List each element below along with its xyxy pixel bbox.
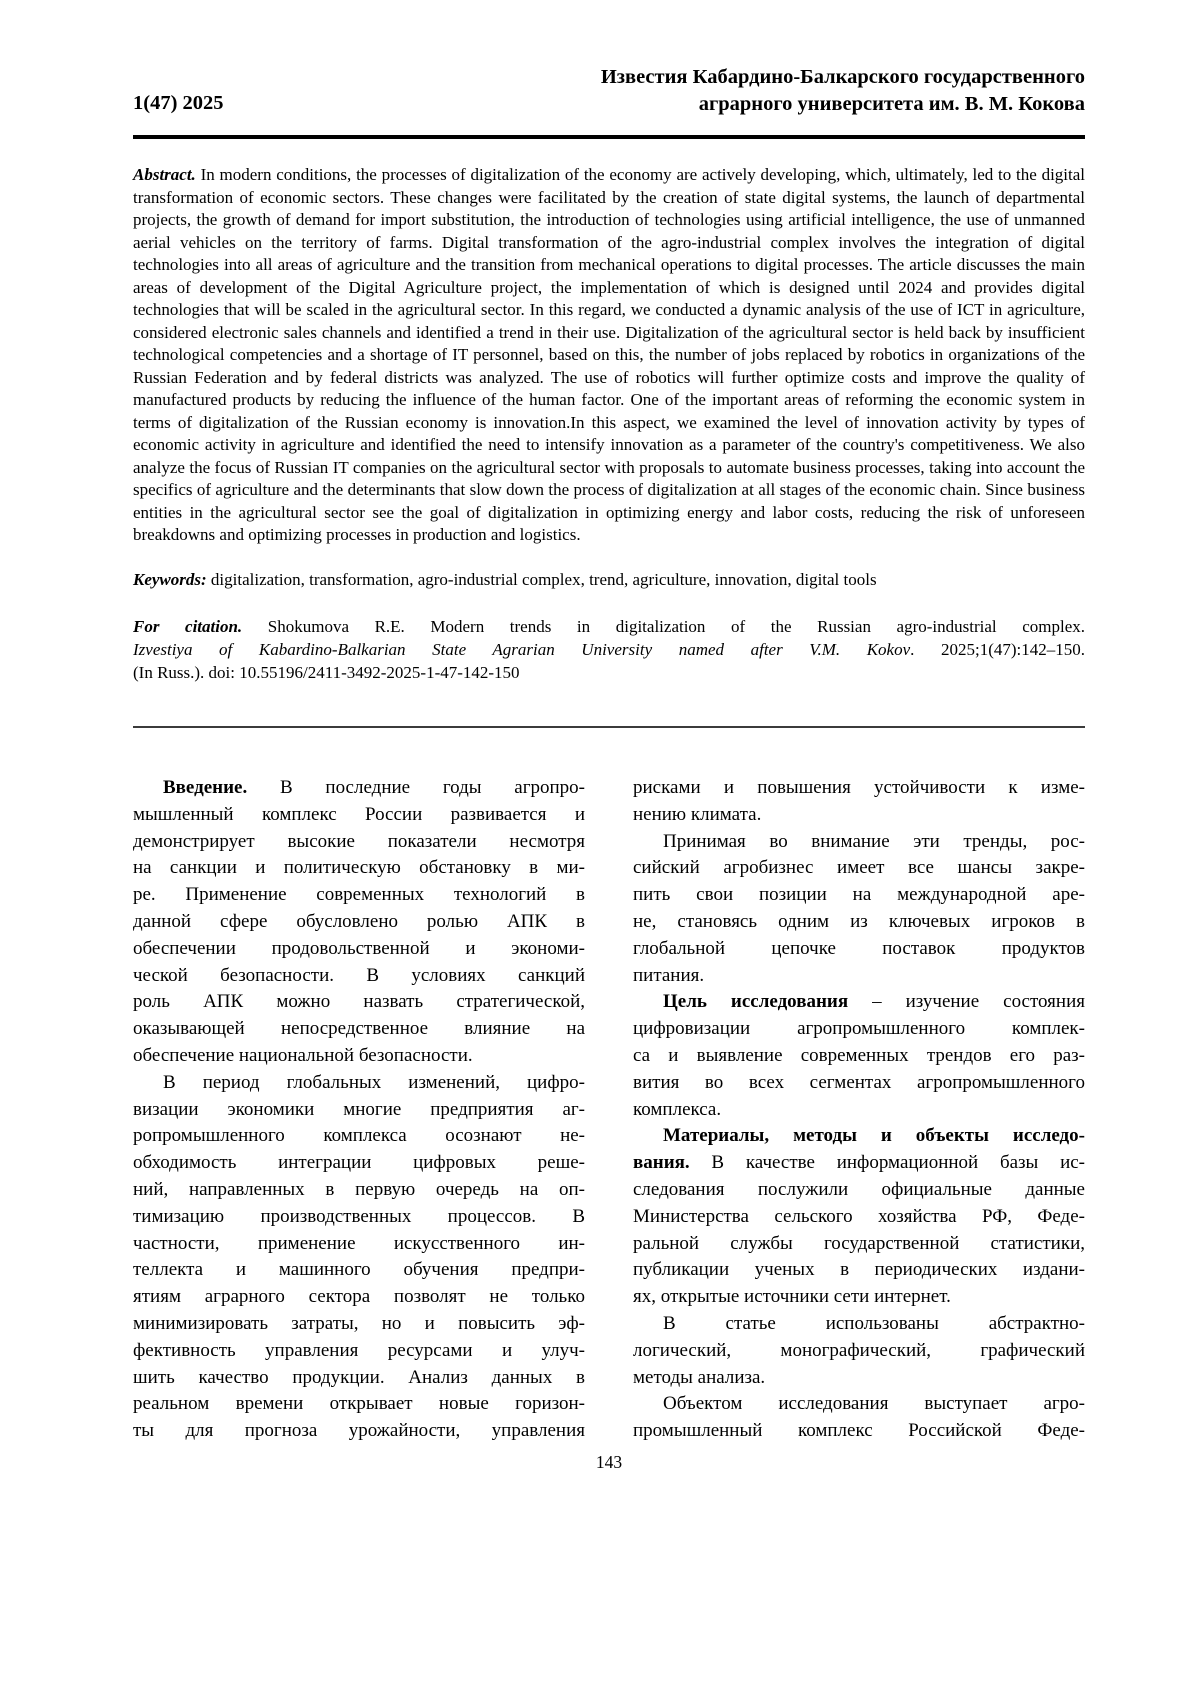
text-line: обходимость интеграции цифровых реше- bbox=[133, 1152, 585, 1174]
text-line: рисками и повышения устойчивости к изме- bbox=[633, 777, 1085, 798]
text-line: частности, применение искусственного ин- bbox=[133, 1232, 585, 1254]
text-line: на санкции и политическую обстановку в ми- bbox=[133, 857, 585, 879]
paragraph bbox=[133, 1070, 585, 1445]
text-line: логический, монографический, графический bbox=[633, 1339, 1085, 1361]
text-line: ты для прогноза урожайности, управления bbox=[133, 1420, 585, 1442]
text-line: обеспечение национальной безопасности. bbox=[133, 1044, 473, 1066]
text-line: пить свои позиции на международной аре- bbox=[633, 884, 1085, 906]
abstract-label: Abstract. bbox=[133, 165, 196, 184]
header-divider-rule bbox=[133, 135, 1085, 139]
text-line: реальном времени открывает новые горизон- bbox=[133, 1393, 585, 1415]
text-line: сийский агробизнес имеет все шансы закре- bbox=[633, 857, 1085, 879]
text-line: вития во всех сегментах агропромышленного bbox=[633, 1071, 1085, 1093]
journal-title-line2: аграрного университета им. В. М. Кокова bbox=[698, 93, 1085, 115]
keywords-paragraph bbox=[133, 569, 1085, 592]
text-line: Министерства сельского хозяйства РФ, Феде- bbox=[633, 1205, 1085, 1227]
paragraph bbox=[633, 1123, 1085, 1311]
text-line: са и выявление современных трендов его раз- bbox=[633, 1044, 1085, 1066]
section-divider-rule bbox=[133, 726, 1085, 728]
text-line: данной сфере обусловлено ролью АПК в bbox=[133, 910, 585, 932]
text-line: В период глобальных изменений, цифро- bbox=[163, 1071, 585, 1093]
issue-number: 1(47) 2025 bbox=[133, 92, 224, 114]
text-line: не, становясь одним из ключевых игроков в bbox=[633, 910, 1085, 932]
citation-block bbox=[133, 615, 1085, 684]
paragraph bbox=[133, 775, 585, 1070]
paragraph bbox=[633, 989, 1085, 1123]
text-line: публикации ученых в периодических издани- bbox=[633, 1259, 1085, 1281]
paragraph bbox=[633, 1391, 1085, 1445]
text-line: мышленный комплекс России развивается и bbox=[133, 803, 585, 825]
paragraph bbox=[633, 1311, 1085, 1391]
journal-title-line1: Известия Кабардино-Балкарского государственного bbox=[600, 66, 1085, 88]
text-line: тимизацию производственных процессов. В bbox=[133, 1205, 585, 1227]
text-line: ях, открытые источники сети интернет. bbox=[633, 1286, 951, 1308]
text-line: Цель исследования – изучение состояния bbox=[663, 991, 1085, 1013]
text-line: Объектом исследования выступает агро- bbox=[663, 1393, 1085, 1415]
text-line: ропромышленного комплекса осознают не- bbox=[133, 1125, 585, 1147]
text-line: демонстрирует высокие показатели несмотря bbox=[133, 830, 585, 852]
text-line: питания. bbox=[633, 964, 705, 986]
page-number: 143 bbox=[595, 1451, 623, 1472]
text-line: Введение. В последние годы агропро- bbox=[163, 777, 585, 798]
text-line: вания. В качестве информационной базы ис- bbox=[633, 1152, 1085, 1174]
text-line: Izvestiya of Kabardino-Balkarian State Agrarian University named after V.M. Kokov. 2025;1(47):142–150. bbox=[133, 640, 1085, 659]
page-header bbox=[133, 64, 1085, 118]
article-body bbox=[133, 775, 1085, 1445]
text-line: комплекса. bbox=[633, 1098, 722, 1120]
text-line: шить качество продукции. Анализ данных в bbox=[133, 1366, 585, 1388]
text-line: обеспечении продовольственной и экономи- bbox=[133, 937, 585, 959]
paragraph bbox=[633, 775, 1085, 829]
text-line: ре. Применение современных технологий в bbox=[133, 884, 585, 906]
text-line: промышленный комплекс Российской Феде- bbox=[633, 1420, 1085, 1442]
text-line: Принимая во внимание эти тренды, рос- bbox=[663, 830, 1085, 852]
text-line: Материалы, методы и объекты исследо- bbox=[663, 1125, 1085, 1147]
text-line: методы анализа. bbox=[633, 1366, 766, 1388]
text-line: теллекта и машинного обучения предпри- bbox=[133, 1259, 585, 1281]
text-line: нению климата. bbox=[633, 803, 762, 825]
text-line: минимизировать затраты, но и повысить эф- bbox=[133, 1312, 585, 1334]
text-line: ятиям аграрного сектора позволят не только bbox=[133, 1286, 585, 1308]
text-line: В статье использованы абстрактно- bbox=[663, 1312, 1085, 1334]
keywords-label: Keywords: bbox=[133, 569, 207, 589]
text-line: (In Russ.). doi: 10.55196/2411-3492-2025-1-47-142-150 bbox=[133, 663, 520, 682]
text-line: визации экономики многие предприятия аг- bbox=[133, 1098, 585, 1120]
text-line: оказывающей непосредственное влияние на bbox=[133, 1018, 585, 1040]
text-line: ний, направленных в первую очередь на оп- bbox=[133, 1178, 585, 1200]
text-line: роль АПК можно назвать стратегической, bbox=[133, 991, 585, 1013]
journal-title bbox=[601, 64, 1085, 118]
body-column-left bbox=[133, 775, 585, 1445]
text-line: For citation. Shokumova R.E. Modern trends in digitalization of the Russian agro-industrial complex. bbox=[133, 617, 1085, 636]
abstract-paragraph bbox=[133, 164, 1085, 547]
text-line: глобальной цепочке поставок продуктов bbox=[633, 937, 1085, 959]
paragraph bbox=[633, 829, 1085, 990]
text-line: ральной службы государственной статистики, bbox=[633, 1232, 1085, 1254]
text-line: ческой безопасности. В условиях санкций bbox=[133, 964, 585, 986]
keywords-text: digitalization, transformation, agro-industrial complex, trend, agriculture, innovation, digital tools bbox=[210, 569, 877, 589]
text-line: следования послужили официальные данные bbox=[633, 1178, 1085, 1200]
body-column-right bbox=[633, 775, 1085, 1445]
text-line: фективность управления ресурсами и улуч- bbox=[133, 1339, 585, 1361]
text-line: цифровизации агропромышленного комплек- bbox=[633, 1018, 1085, 1040]
paragraph bbox=[133, 615, 1085, 684]
abstract-text: In modern conditions, the processes of digitalization of the economy are actively developing, which, ultimately, led to the digital transformation of economic sectors. These changes were facilitated by the creation of state digital systems, the launch of departmental projects, the growth of demand for import substitution, the introduction of technologies using artificial intelligence, the use of unmanned aerial vehicles on the territory of farms. Digital transformation of the agro-industrial complex involves the integration of digital technologies into all areas of agriculture and the transition from mechanical operations to digital processes. The article discusses the main areas of development of the Digital Agriculture project, the implementation of which is designed until 2024 and provides digital technologies that will be scaled in the agricultural sector. In this regard, we conducted a dynamic analysis of the use of ICT in agriculture, considered electronic sales channels and identified a trend in their use. Digitalization of the agricultural sector is held back by insufficient technological competencies and a shortage of IT personnel, based on this, the number of jobs replaced by robotics in organizations of the Russian Federation and by federal districts was analyzed. The use of robotics will further optimize costs and improve the quality of manufactured products by reducing the influence of the human factor. One of the important areas of reforming the economic system in terms of digitalization of the Russian economy is innovation.In this aspect, we examined the level of innovation activity by types of economic activity in agriculture and identified the need to intensify innovation as a parameter of the country's competitiveness. We also analyze the focus of Russian IT companies on the agricultural sector with proposals to automate business processes, taking into account the specifics of agriculture and the determinants that slow down the process of digitalization at all stages of the economic chain. Since business entities in the agricultural sector see the goal of digitalization in optimizing energy and labor costs, reducing the risk of unforeseen breakdowns and optimizing processes in production and logistics. bbox=[133, 165, 1086, 544]
